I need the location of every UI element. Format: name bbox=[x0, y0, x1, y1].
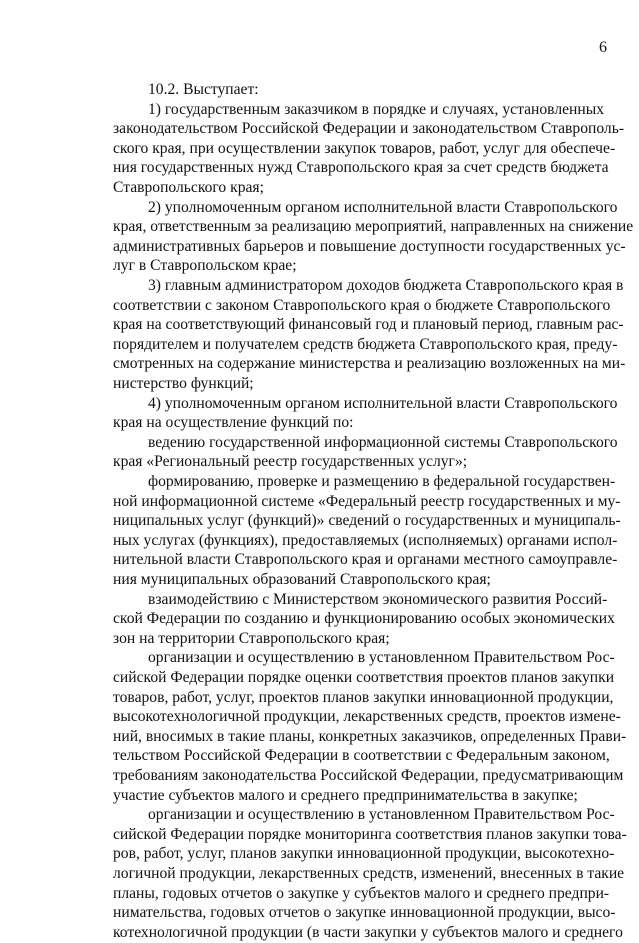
text-line: нительной власти Ставропольского края и органами местного самоуправле- bbox=[113, 551, 618, 569]
text-line: 3) главным администратором доходов бюджета Ставропольского края в bbox=[148, 277, 624, 294]
text-line: 10.2. Выступает: bbox=[148, 81, 259, 98]
text-line: ний, вносимых в такие планы, конкретных заказчиков, определенных Прави- bbox=[113, 727, 627, 745]
text-line: ной информационной системе «Федеральный реестр государственных и му- bbox=[113, 492, 621, 510]
page-number: 6 bbox=[599, 39, 607, 56]
text-line: луг в Ставропольском крае; bbox=[113, 257, 297, 275]
text-line: ных услугах (функциях), предоставляемых (исполняемых) органами испол- bbox=[113, 531, 618, 549]
text-line: формированию, проверке и размещению в федеральной государствен- bbox=[148, 473, 616, 490]
text-line: организации и осуществлению в установленном Правительством Рос- bbox=[148, 806, 615, 824]
text-line: административных барьеров и повышение доступности государственных ус- bbox=[113, 237, 626, 255]
text-line: края на осуществление функций по: bbox=[113, 414, 354, 432]
text-line: планы, годовых отчетов о закупке у субъектов малого и среднего предпри- bbox=[113, 884, 610, 902]
text-line: высокотехнологичной продукции, лекарственных средств, проектов измене- bbox=[113, 708, 621, 726]
text-line: организации и осуществлению в установленном Правительством Рос- bbox=[148, 649, 615, 667]
text-line: ской Федерации по созданию и функционированию особых экономических bbox=[113, 610, 615, 628]
text-line: края, ответственным за реализацию мероприятий, направленных на снижение bbox=[113, 218, 634, 236]
text-line: нистерство функций; bbox=[113, 375, 254, 392]
text-line: ского края, при осуществлении закупок товаров, работ, услуг для обеспече- bbox=[113, 139, 616, 157]
text-line: соответствии с законом Ставропольского края о бюджете Ставропольского bbox=[113, 296, 611, 314]
text-line: ния государственных нужд Ставропольского края за счет средств бюджета bbox=[113, 159, 609, 177]
text-line: ведению государственной информационной системы Ставропольского bbox=[148, 433, 618, 451]
text-line: края на соответствующий финансовый год и плановый период, главным рас- bbox=[113, 316, 624, 334]
text-line: требованиям законодательства Российской Федерации, предусматривающим bbox=[113, 767, 624, 784]
text-line: 4) уполномоченным органом исполнительной власти Ставропольского bbox=[148, 394, 618, 412]
text-line: ниципальных услуг (функций)» сведений о государственных и муниципаль- bbox=[113, 512, 621, 530]
text-line: котехнологичной продукции (в части закупки у субъектов малого и среднего bbox=[113, 923, 623, 941]
text-line: ния муниципальных образований Ставропольского края; bbox=[113, 571, 491, 588]
text-line: 1) государственным заказчиком в порядке и случаях, установленных bbox=[148, 100, 604, 118]
text-line: взаимодействию с Министерством экономического развития Россий- bbox=[148, 590, 608, 608]
text-line: смотренных на содержание министерства и реализацию возложенных на ми- bbox=[113, 355, 626, 373]
text-line: сийской Федерации порядке мониторинга соответствия планов закупки това- bbox=[113, 825, 627, 843]
text-line: товаров, работ, услуг, проектов планов закупки инновационной продукции, bbox=[113, 688, 614, 706]
text-line: края «Региональный реестр государственных услуг»; bbox=[113, 453, 468, 471]
text-line: ров, работ, услуг, планов закупки инновационной продукции, высокотехно- bbox=[113, 845, 615, 863]
text-line: участие субъектов малого и среднего предпринимательства в закупке; bbox=[113, 786, 578, 804]
text-line: 2) уполномоченным органом исполнительной власти Ставропольского bbox=[148, 198, 618, 216]
text-line: Ставропольского края; bbox=[113, 179, 264, 196]
text-line: логичной продукции, лекарственных средств, изменений, внесенных в такие bbox=[113, 865, 625, 882]
text-line: зон на территории Ставропольского края; bbox=[113, 629, 390, 647]
text-line: тельством Российской Федерации в соответствии с Федеральным законом, bbox=[113, 747, 610, 765]
text-line: сийской Федерации порядке оценки соответствия проектов планов закупки bbox=[113, 669, 615, 686]
text-line: законодательством Российской Федерации и законодательством Ставрополь- bbox=[113, 120, 625, 138]
text-line: нимательства, годовых отчетов о закупке инновационной продукции, высо- bbox=[113, 904, 616, 922]
text-line: порядителем и получателем средств бюджета Ставропольского края, преду- bbox=[113, 335, 618, 353]
